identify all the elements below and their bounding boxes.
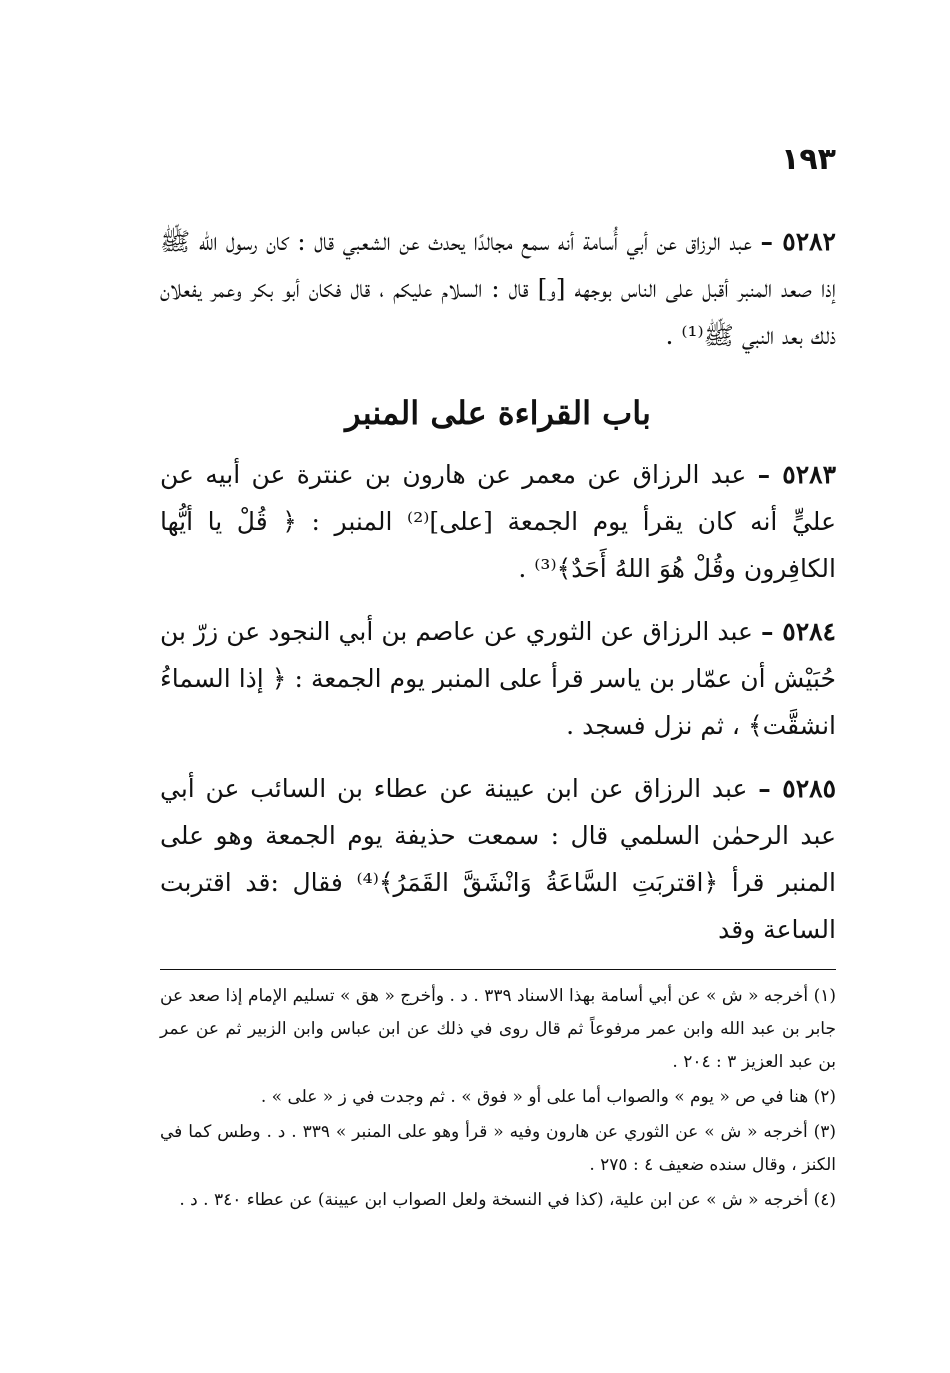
hadith-number: ٥٢٨٢ – xyxy=(760,227,836,256)
book-page xyxy=(160,140,836,1219)
hadith-number: ٥٢٨٤ – xyxy=(760,617,836,646)
hadith-number: ٥٢٨٣ – xyxy=(757,460,836,489)
section-title: باب القراءة على المنبر xyxy=(345,394,651,432)
hadith-text: عبد الرزاق عن الثوري عن عاصم بن أبي النجود عن زرّ بن حُبَيْش أن عمّار بن ياسر قرأ على المنبر يوم الجمعة : ﴿ إذا السماءُ انشقَّت﴾ ، ثم نزل فسجد . xyxy=(160,617,836,740)
hadith-paragraph-5285 xyxy=(160,765,836,953)
footnote-divider xyxy=(160,969,836,970)
hadith-paragraph-5283 xyxy=(160,451,836,592)
hadith-text: عبد الرزاق عن ابن عيينة عن عطاء بن السائب عن أبي عبد الرحمٰن السلمي قال : سمعت حذيفة يوم الجمعة وهو على المنبر قرأ ﴿اقتربَتِ السَّاعَةُ وَانْشَقَّ القَمَرُ﴾⁽⁴⁾ فقال :قد اقتربت الساعة وقد xyxy=(160,774,836,944)
hadith-paragraph-5282 xyxy=(160,218,836,359)
hadith-number: ٥٢٨٥ – xyxy=(758,774,836,803)
page-number: ١٩٣ xyxy=(781,142,836,177)
hadith-text: عبد الرزاق عن معمر عن هارون بن عنترة عن أبيه عن عليٍّ أنه كان يقرأ يوم الجمعة [على]⁽²⁾ المنبر : ﴿ قُلْ يا أيُّها الكافِرون وقُلْ هُوَ اللهُ أَحَدٌ﴾⁽³⁾ . xyxy=(160,460,836,583)
footnote-4: (٤) أخرجه « ش » عن ابن علية، (كذا في النسخة ولعل الصواب ابن عيينة) عن عطاء ٣٤٠ . د . xyxy=(179,1190,836,1210)
hadith-paragraph-5284 xyxy=(160,608,836,749)
hadith-text: عبد الرزاق عن أبي أُسامة أنه سمع مجالدًا يحدث عن الشعبي قال : كان رسول الله ﷺ إذا صعد المنبر أقبل على الناس بوجهه [و] قال : السلام عليكم ، قال فكان أبو بكر وعمر يفعلان ذلك بعد النبي ﷺ⁽¹⁾ . xyxy=(160,227,836,350)
footnotes xyxy=(160,980,836,1217)
footnote-1: (١) أخرجه « ش » عن أبي أسامة بهذا الاسناد ٣٣٩ . د . وأخرج « هق » تسليم الإمام إذا صعد عن جابر بن عبد الله وابن عمر مرفوعاً ثم قال روى في ذلك عن ابن عباس وابن الزبير ثم عن عمر بن عبد العزيز ٣ : ٢٠٤ . xyxy=(160,986,836,1072)
footnote-2: (٢) هنا في ص « يوم » والصواب أما على أو « فوق » . ثم وجدت في ز « على » . xyxy=(260,1087,836,1107)
footnote-3: (٣) أخرجه « ش » عن الثوري عن هارون وفيه « قرأ وهو على المنبر » ٣٣٩ . د . وطس كما في الكنز ، وقال سنده ضعيف ٤ : ٢٧٥ . xyxy=(160,1122,836,1175)
